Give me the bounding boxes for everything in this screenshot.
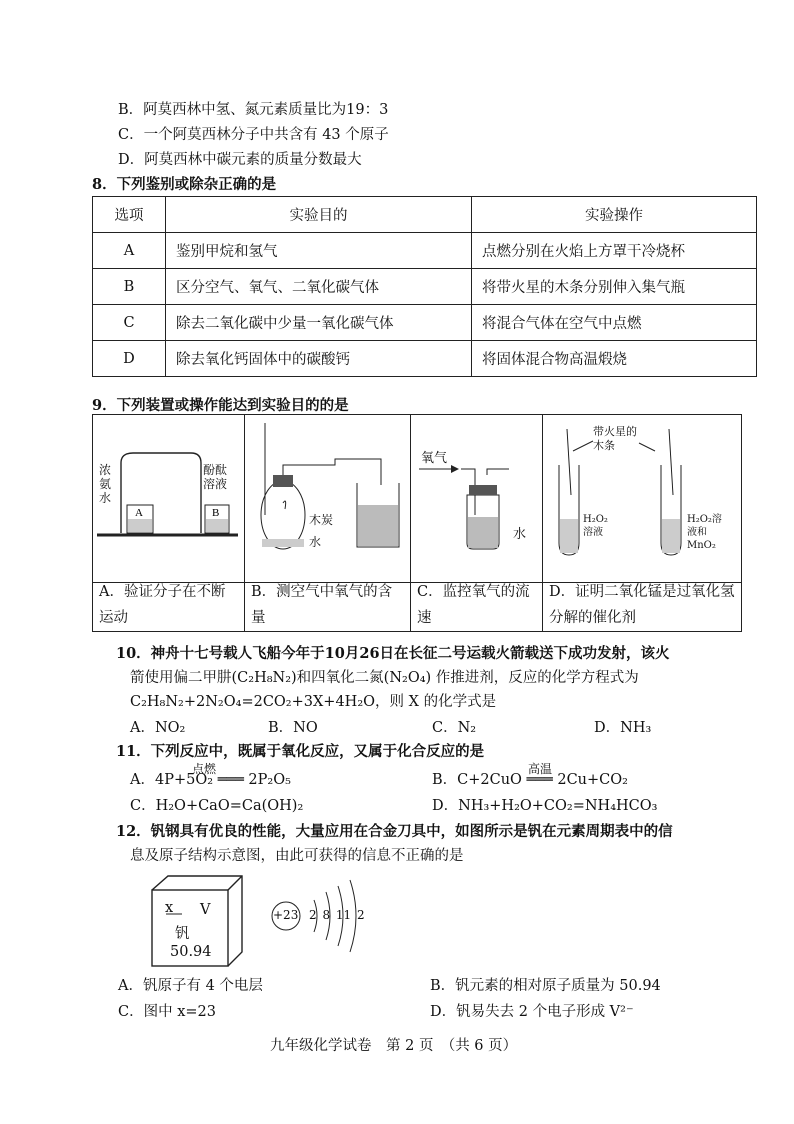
q9-panel-b	[244, 414, 411, 632]
oxygen-content-apparatus-figure	[245, 415, 411, 581]
oxygen-gas-label: 氧气	[421, 451, 448, 466]
q9-panel-a	[92, 414, 245, 632]
q10-option-a: A．NO₂	[130, 720, 186, 736]
row-operation: 将固体混合物高温煅烧	[472, 341, 757, 377]
row-purpose: 鉴别甲烷和氢气	[166, 233, 472, 269]
q11-b-condition: 高温	[528, 762, 553, 776]
row-purpose: 除去二氧化碳中少量一氧化碳气体	[166, 305, 472, 341]
q11-option-b: B．C+2CuO ═══ 2Cu+CO₂	[432, 772, 628, 788]
row-label: B	[93, 269, 166, 305]
q7-option-d: D．阿莫西林中碳元素的质量分数最大	[118, 152, 362, 168]
charcoal-label: 木炭	[309, 513, 334, 527]
q7-option-b: B．阿莫西林中氢、氮元素质量比为19：3	[118, 102, 389, 118]
q11-option-c: C．H₂O+CaO=Ca(OH)₂	[130, 798, 304, 814]
q12-stem-line1: 12．钒钢具有优良的性能，大量应用在合金刀具中，如图所示是钒在元素周期表中的信	[116, 823, 673, 840]
q11-stem: 11．下列反应中，既属于氧化反应，又属于化合反应的是	[116, 743, 485, 760]
q11-option-d: D．NH₃+H₂O+CO₂=NH₄HCO₃	[432, 798, 658, 814]
q9-panel-d	[542, 414, 742, 632]
panel-d-caption: D．证明二氧化锰是过氧化氢分解的催化剂	[549, 584, 735, 626]
h2o2-solution-label: H₂O₂溶液	[583, 514, 608, 538]
panel-c-caption: C．监控氧气的流速	[417, 584, 530, 626]
header-operation: 实验操作	[472, 197, 757, 233]
q8-stem: 8．下列鉴别或除杂正确的是	[92, 176, 277, 193]
row-label: C	[93, 305, 166, 341]
q12-option-d: D．钒易失去 2 个电子形成 V²⁻	[430, 1004, 634, 1020]
panel-a-caption: A．验证分子在不断运动	[99, 584, 226, 626]
beaker-b-label: B	[212, 507, 220, 519]
header-option: 选项	[93, 197, 166, 233]
row-operation: 将带火星的木条分别伸入集气瓶	[472, 269, 757, 305]
header-purpose: 实验目的	[166, 197, 472, 233]
row-purpose: 除去氧化钙固体中的碳酸钙	[166, 341, 472, 377]
catalyst-experiment-figure	[543, 415, 741, 581]
q10-option-d: D．NH₃	[594, 720, 652, 736]
gas-flow-monitor-figure	[411, 415, 543, 581]
q10-stem-line3: C₂H₈N₂+2N₂O₄=2CO₂+3X+4H₂O，则 X 的化学式是	[130, 694, 497, 710]
row-label: D	[93, 341, 166, 377]
q10-stem-line2: 箭使用偏二甲肼(C₂H₈N₂)和四氧化二氮(N₂O₄) 作推进剂，反应的化学方程式为	[130, 670, 639, 686]
panel-b-caption: B．测空气中氧气的含量	[251, 584, 393, 626]
atomic-mass: 50.94	[170, 944, 212, 960]
row-label: A	[93, 233, 166, 269]
water-label-c: 水	[513, 527, 527, 542]
table-header-row	[93, 197, 757, 233]
electron-shells: 2 8 11 2	[309, 908, 365, 922]
q12-option-b: B．钒元素的相对原子质量为 50.94	[430, 978, 661, 994]
q12-option-a: A．钒原子有 4 个电层	[118, 978, 263, 994]
q12-stem-line2: 息及原子结构示意图，由此可获得的信息不正确的是	[130, 848, 464, 864]
atomic-number: x	[165, 900, 174, 916]
q11-a-condition: 点燃	[192, 762, 217, 776]
q10-option-c: C．N₂	[432, 720, 477, 736]
element-symbol: V	[200, 902, 211, 918]
table-row	[93, 233, 757, 269]
h2o2-mno2-label: H₂O₂溶液和MnO₂	[687, 514, 722, 551]
q8-table	[92, 196, 757, 377]
q12-option-c: C．图中 x=23	[118, 1004, 216, 1020]
q10-stem-line1: 10．神舟十七号载人飞船今年于10月26日在长征二号运载火箭载送下成功发射，该火	[116, 645, 670, 662]
nucleus-charge: +23	[273, 908, 299, 922]
q7-option-c: C．一个阿莫西林分子中共含有 43 个原子	[118, 127, 389, 143]
q10-option-b: B．NO	[268, 720, 318, 736]
glowing-stick-label: 带火星的木条	[593, 425, 637, 452]
row-operation: 将混合气体在空气中点燃	[472, 305, 757, 341]
page-footer: 九年级化学试卷 第 2 页 （共 6 页）	[270, 1038, 518, 1054]
table-row	[93, 269, 757, 305]
row-operation: 点燃分别在火焰上方罩干冷烧杯	[472, 233, 757, 269]
table-row	[93, 341, 757, 377]
q11-option-a: A．4P+5O₂ ═══ 2P₂O₅	[130, 772, 291, 788]
water-label-b: 水	[309, 535, 322, 549]
element-name: 钒	[175, 926, 190, 942]
phenolphthalein-label: 酚酞溶液	[203, 463, 228, 491]
concentrated-ammonia-label: 浓氨水	[99, 463, 112, 505]
table-row	[93, 305, 757, 341]
q9-stem: 9．下列装置或操作能达到实验目的的是	[92, 397, 349, 414]
beaker-a-label: A	[135, 507, 143, 519]
q9-panel-c	[410, 414, 543, 632]
row-purpose: 区分空气、氧气、二氧化碳气体	[166, 269, 472, 305]
